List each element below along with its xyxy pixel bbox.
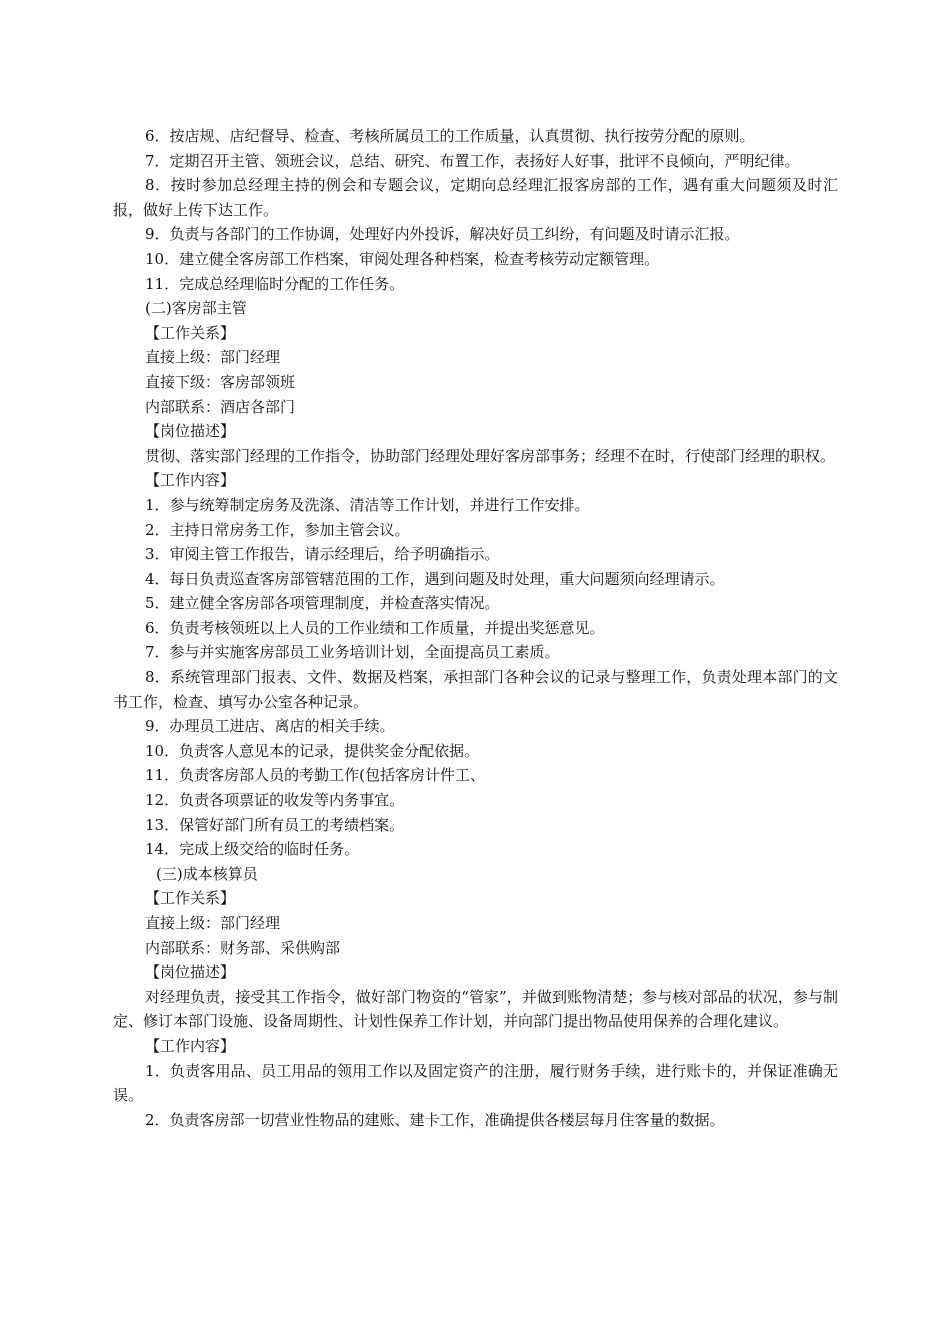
paragraph: 4．每日负责巡查客房部管辖范围的工作，遇到问题及时处理，重大问题须向经理请示。 [145,569,725,588]
paragraph: 14．完成上级交给的临时任务。 [145,840,360,859]
paragraph: 内部联系：财务部、采供购部 [145,938,341,957]
paragraph: 8．系统管理部门报表、文件、数据及档案，承担部门各种会议的记录与整理工作，负责处理本部门的文书工作，检查、填写办公室各种记录。 [113,668,838,711]
paragraph: 12．负责各项票证的收发等内务事宜。 [145,791,405,810]
paragraph: 对经理负责，接受其工作指令，做好部门物资的“管家”，并做到账物清楚；参与核对部品的状况，参与制定、修订本部门设施、设备周期性、计划性保养工作计划，并向部门提出物品使用保养的合理化建议。 [113,987,838,1031]
paragraph: 13．保管好部门所有员工的考绩档案。 [145,815,405,834]
paragraph: 2．主持日常房务工作，参加主管会议。 [145,520,410,539]
paragraph: 11．负责客房部人员的考勤工作(包括客房计件工、 [145,766,485,785]
paragraph: 直接上级：部门经理 [145,348,281,367]
subsection-heading: 【工作关系】 [145,323,236,342]
paragraph: 直接上级：部门经理 [145,914,281,932]
paragraph: 3．审阅主管工作报告，请示经理后，给予明确指示。 [145,545,500,564]
paragraph: 2．负责客房部一切营业性物品的建账、建卡工作，准确提供各楼层每月住客量的数据。 [145,1110,725,1129]
paragraph: 8．按时参加总经理主持的例会和专题会议，定期向总经理汇报客房部的工作，遇有重大问题须及时汇报，做好上传下达工作。 [113,176,838,219]
paragraph: 直接下级：客房部领班 [145,372,296,391]
paragraph: 7．参与并实施客房部员工业务培训计划，全面提高员工素质。 [145,643,560,662]
paragraph: 10．建立健全客房部工作档案，审阅处理各种档案，检查考核劳动定额管理。 [145,249,660,268]
section-heading: (三)成本核算员 [156,864,258,883]
paragraph: 9．负责与各部门的工作协调，处理好内外投诉，解决好员工纠纷，有问题及时请示汇报。 [145,225,740,244]
subsection-heading: 【岗位描述】 [145,422,236,441]
section-heading: (二)客房部主管 [145,299,247,318]
paragraph: 贯彻、落实部门经理的工作指令，协助部门经理处理好客房部事务；经理不在时，行使部门经理的职权。 [145,446,836,465]
paragraph: 9．办理员工进店、离店的相关手续。 [145,717,395,736]
paragraph: 1．参与统筹制定房务及洗涤、清洁等工作计划，并进行工作安排。 [145,495,590,514]
subsection-heading: 【岗位描述】 [145,963,236,982]
subsection-heading: 【工作内容】 [145,1036,236,1055]
paragraph: 7．定期召开主管、领班会议，总结、研究、布置工作，表扬好人好事，批评不良倾向，严明纪律。 [145,151,800,170]
paragraph: 6．负责考核领班以上人员的工作业绩和工作质量，并提出奖惩意见。 [145,618,605,637]
subsection-heading: 【工作内容】 [145,471,236,490]
subsection-heading: 【工作关系】 [145,889,236,908]
paragraph: 10．负责客人意见本的记录，提供奖金分配依据。 [145,741,480,760]
document-body [113,124,838,1132]
paragraph: 内部联系：酒店各部门 [145,397,296,416]
paragraph: 5．建立健全客房部各项管理制度，并检查落实情况。 [145,594,500,613]
paragraph: 6．按店规、店纪督导、检查、考核所属员工的工作质量，认真贯彻、执行按劳分配的原则。 [145,127,755,145]
paragraph: 1．负责客用品、员工用品的领用工作以及固定资产的注册，履行财务手续，进行账卡的，并保证准确无误。 [113,1061,838,1105]
paragraph: 11．完成总经理临时分配的工作任务。 [145,274,405,293]
